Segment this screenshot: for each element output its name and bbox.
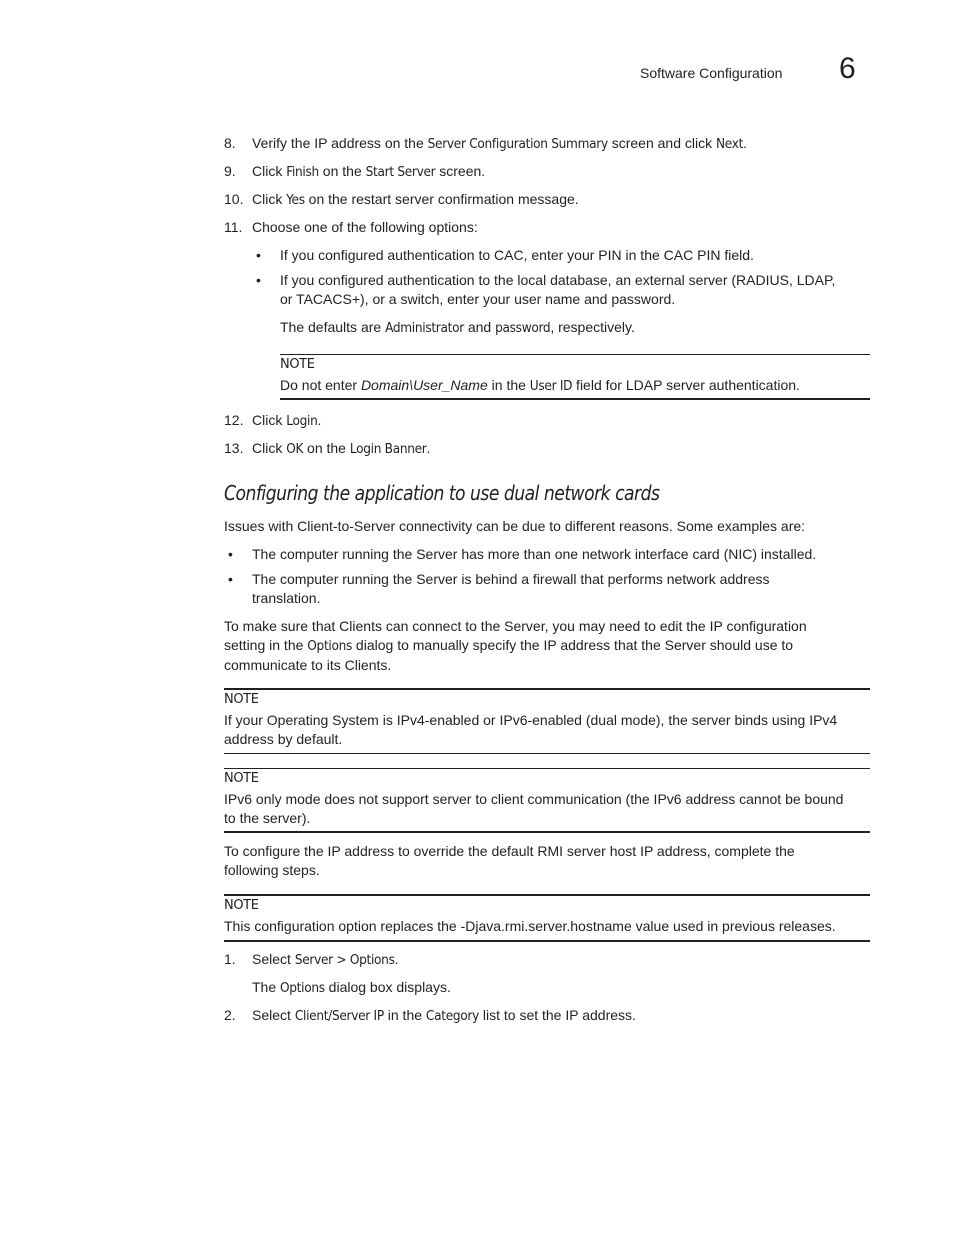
note-body: This configuration option replaces the -Djava.rmi.server.hostname value used in previous releases. [224, 918, 836, 934]
step-number: 12. [224, 412, 244, 428]
ui-term: Next [716, 136, 744, 152]
note-hostname [224, 894, 870, 942]
bullet-text: The computer running the Server has more than one network interface card (NIC) installed. [252, 546, 817, 562]
ui-term: password [495, 320, 551, 336]
ip-config-paragraph: To make sure that Clients can connect to the Server, you may need to edit the IP configuration setting in the Options dialog to manually specify the IP address that the Server should use to communicate to its Clients. [224, 618, 807, 673]
step-number: 13. [224, 440, 244, 456]
note-label: NOTE [224, 692, 259, 707]
step-number: 9. [224, 163, 236, 179]
intro-paragraph: Issues with Client-to-Server connectivity can be due to different reasons. Some examples are: [224, 518, 806, 534]
bullet-text: If you configured authentication to the local database, an external server (RADIUS, LDAP, or TACACS+), or a switch, enter your user name and password. [280, 272, 836, 307]
note-body: If your Operating System is IPv4-enabled or IPv6-enabled (dual mode), the server binds using IPv4 address by default. [224, 712, 838, 747]
ui-term: Server Configuration Summary [427, 136, 608, 152]
note-body: Do not enter Domain\User_Name in the User ID field for LDAP server authentication. [280, 377, 800, 394]
step-text: Click Finish on the Start Server screen. [252, 163, 486, 180]
step-1-result: The Options dialog box displays. [252, 979, 451, 996]
bullet-icon: • [256, 247, 261, 263]
bullet-text: The computer running the Server is behind a firewall that performs network address translation. [252, 571, 770, 606]
ui-term: Login [286, 413, 318, 429]
step-text: Click Login. [252, 412, 322, 429]
ui-term: Login Banner [349, 441, 427, 457]
ui-term: Administrator [385, 320, 464, 336]
step-number: 1. [224, 951, 236, 967]
step-number: 8. [224, 135, 236, 151]
step-text: Click OK on the Login Banner. [252, 440, 431, 457]
step-text: Select Client/Server IP in the Category list to set the IP address. [252, 1007, 636, 1024]
ui-term: Options [280, 980, 325, 996]
rmi-paragraph: To configure the IP address to override the default RMI server host IP address, complete the following steps. [224, 843, 795, 878]
bullet-icon: • [256, 272, 261, 288]
step-text: Select Server > Options. [252, 951, 399, 968]
step-number: 2. [224, 1007, 236, 1023]
ui-term: Server > Options [294, 952, 395, 968]
bullet-icon: • [228, 546, 233, 562]
ui-term: Category [425, 1008, 479, 1024]
bullet-text: If you configured authentication to CAC, enter your PIN in the CAC PIN field. [280, 247, 754, 263]
step-number: 10. [224, 191, 244, 207]
running-header-section: Software Configuration [640, 65, 783, 81]
ui-term: Options [307, 638, 353, 654]
ui-term: Finish [286, 164, 319, 180]
ui-term: Yes [286, 192, 305, 208]
note-ldap [280, 354, 870, 400]
defaults-text: The defaults are Administrator and password, respectively. [280, 319, 635, 336]
note-label: NOTE [280, 357, 315, 372]
ui-term: OK [286, 441, 304, 457]
step-number: 11. [224, 219, 243, 235]
step-text: Choose one of the following options: [252, 219, 478, 235]
note-ipv6-only [224, 768, 870, 833]
note-body: IPv6 only mode does not support server to client communication (the IPv6 address cannot be bound to the server). [224, 791, 844, 826]
note-dual-mode [224, 688, 870, 754]
ui-term: User ID [529, 378, 573, 394]
section-heading: Configuring the application to use dual network cards [224, 481, 660, 505]
note-label: NOTE [224, 771, 259, 786]
ui-term: Client/Server IP [294, 1008, 384, 1024]
step-text: Click Yes on the restart server confirmation message. [252, 191, 579, 208]
chapter-number: 6 [839, 52, 856, 85]
ui-term: Start Server [365, 164, 436, 180]
bullet-icon: • [228, 571, 233, 587]
step-text: Verify the IP address on the Server Configuration Summary screen and click Next. [252, 135, 747, 152]
note-label: NOTE [224, 898, 259, 913]
